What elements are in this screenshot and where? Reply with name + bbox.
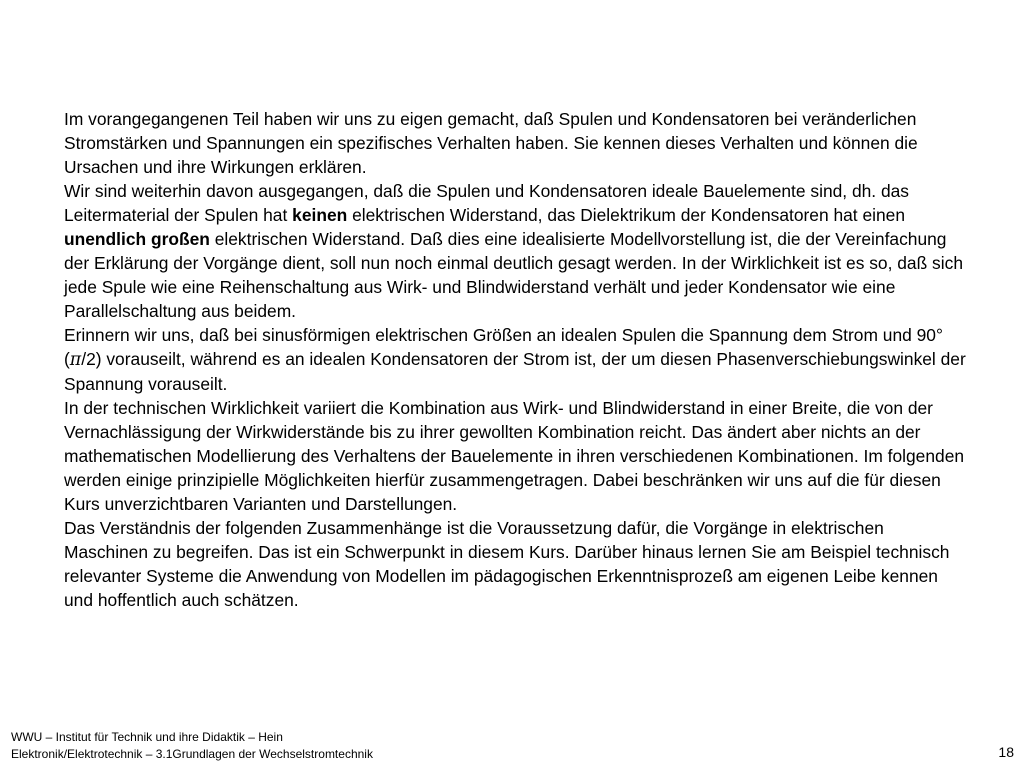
page-number: 18	[998, 744, 1014, 760]
paragraph-text-segment: /2) vorauseilt, während es an idealen Kondensatoren der Strom ist, der um diesen Phasenverschiebungswinkel der Spannung vorauseilt.	[64, 349, 966, 394]
paragraph-phase-shift	[64, 323, 969, 396]
paragraph-text-segment: Erinnern wir uns, daß bei sinusförmigen elektrischen Größen an idealen Spulen die Spannung dem Strom und 90° (	[64, 325, 943, 369]
paragraph-text-segment: Wir sind weiterhin davon ausgegangen, daß die Spulen und Kondensatoren ideale Bauelemente sind, dh. das Leitermaterial der Spulen hat	[64, 181, 909, 225]
emphasis-keinen: keinen	[292, 205, 348, 225]
paragraph-course-goal: Das Verständnis der folgenden Zusammenhänge ist die Voraussetzung dafür, die Vorgänge in elektrischen Maschinen zu begreifen. Das ist ein Schwerpunkt in diesem Kurs. Darüber hinaus lernen Sie am Beispiel technisch relevanter Systeme die Anwendung von Modellen im pädagogischen Erkenntnisprozeß am eigenen Leibe kennen und hoffentlich auch schätzen.	[64, 518, 950, 610]
paragraph-ideal-components	[64, 179, 969, 323]
paragraph-technical-reality: In der technischen Wirklichkeit variiert die Kombination aus Wirk- und Blindwiderstand in einer Breite, die von der Vernachlässigung der Wirkwiderstände bis zu ihrer gewollten Kombination reicht. Das ändert aber nichts an der mathematischen Modellierung des Verhaltens der Bauelemente in ihren verschiedenen Kombinationen. Im folgenden werden einige prinzipielle Möglichkeiten hierfür zusammengetragen. Dabei beschränken wir uns auf die für diesen Kurs unverzichtbaren Varianten und Darstellungen.	[64, 398, 965, 514]
emphasis-unendlich-gross: unendlich großen	[64, 229, 210, 249]
paragraph-intro: Im vorangegangenen Teil haben wir uns zu eigen gemacht, daß Spulen und Kondensatoren bei veränderlichen Stromstärken und Spannungen ein spezifisches Verhalten haben. Sie kennen dieses Verhalten und können die Ursachen und ihre Wirkungen erklären.	[64, 109, 918, 177]
footer	[11, 729, 373, 763]
slide-body-text	[64, 107, 969, 612]
paragraph-text-segment: elektrischen Widerstand, das Dielektrikum der Kondensatoren hat einen	[347, 205, 906, 225]
footer-institute: WWU – Institut für Technik und ihre Didaktik – Hein	[11, 730, 283, 744]
paragraph-text-segment: elektrischen Widerstand. Daß dies eine idealisierte Modellvorstellung ist, die der Vereinfachung der Erklärung der Vorgänge dient, soll nun noch einmal deutlich gesagt werden. In der Wirklichkeit ist es so, daß sich jede Spule wie eine Reihenschaltung aus Wirk- und Blindwiderstand verhält und jeder Kondensator wie eine Parallelschaltung aus beidem.	[64, 229, 963, 321]
pi-symbol: π	[69, 350, 82, 370]
footer-course-title: Elektronik/Elektrotechnik – 3.1Grundlagen der Wechselstromtechnik	[11, 747, 373, 761]
